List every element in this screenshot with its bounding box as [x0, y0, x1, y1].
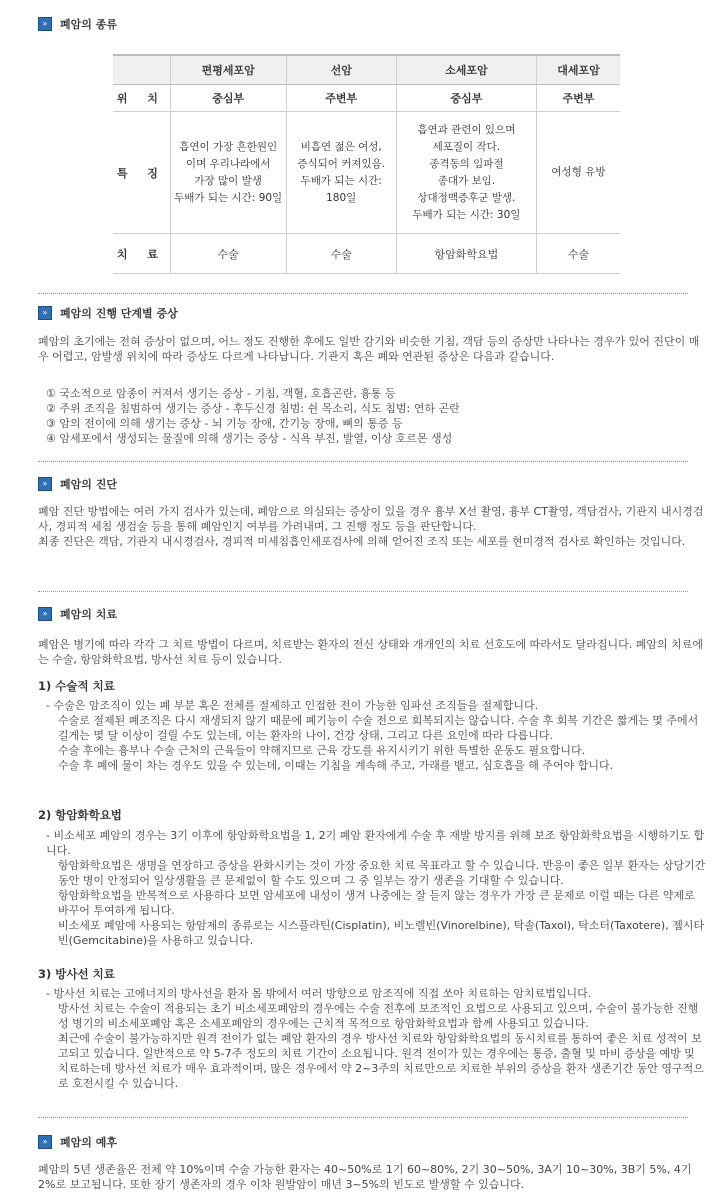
cell-line: 두배가 되는 시간:	[300, 174, 382, 187]
table-cell	[170, 112, 286, 234]
section-header-symptoms	[38, 305, 178, 321]
section-title: 폐암의 예후	[60, 1136, 117, 1149]
section-title: 폐암의 진단	[60, 478, 117, 491]
paragraph: 항암화학요법은 생명을 연장하고 증상을 완화시키는 것이 가장 중요한 치료 목표라고 할 수 있습니다. 반응이 좋은 일부 환자는 상당기간 동안 병이 안정되어 일상생활을 큰 문제없이 할 수도 있으며 그 중 일부는 장기 생존을 기대할 수 있습니다.	[58, 859, 706, 887]
table-cell: 주변부	[286, 85, 396, 112]
divider	[38, 461, 688, 462]
table-cell: 중심부	[170, 85, 286, 112]
table-cell: 주변부	[536, 85, 620, 112]
surgery-text	[46, 698, 708, 773]
treatment-intro	[38, 637, 708, 667]
section-header-diagnosis	[38, 476, 117, 492]
subsection-title-chemo: 2) 항암화학요법	[38, 808, 122, 822]
cell-line: 여성형 유방	[551, 166, 606, 178]
table-cell: 수술	[170, 234, 286, 274]
paragraph: 폐암은 병기에 따라 각각 그 치료 방법이 다르며, 치료받는 환자의 전신 상태와 개개인의 치료 선호도에 따라서도 달라집니다. 폐암의 치료에는 수술, 항암화학요법, 방사선 치료 등이 있습니다.	[38, 638, 703, 666]
cell-line: 흡연이 가장 흔한원인	[179, 140, 278, 153]
divider	[38, 591, 688, 592]
cell-line: 이며 우리나라에서	[185, 157, 271, 170]
section-header-prognosis	[38, 1134, 117, 1150]
table-cell: 수술	[536, 234, 620, 274]
chevron-right-icon: »	[38, 477, 52, 491]
paragraph: - 방사선 치료는 고에너지의 방사선을 환자 몸 밖에서 여러 방향으로 암조직에 직접 쏘아 치료하는 암치료법입니다.	[46, 987, 592, 1000]
table-cell: 항암화학요법	[396, 234, 536, 274]
paragraph: 수술 후에는 흉부나 수술 근처의 근육들이 약해지므로 근육 강도를 유지시키기 위한 특별한 운동도 필요합니다.	[58, 744, 586, 757]
table-header-adeno: 선암	[286, 55, 396, 85]
paragraph: 수술로 절제된 폐조직은 다시 재생되지 않기 때문에 폐기능이 수술 전으로 회복되지는 않습니다. 수술 후 회복 기간은 짧게는 몇 주에서 길게는 몇 달 이상이 걸릴 수도 있는데, 이는 환자의 나이, 건강 상태, 그리고 다른 요인에 따라 다릅니다.	[58, 714, 699, 742]
cell-line: 가장 많이 발생	[194, 174, 262, 187]
symptoms-list	[46, 386, 696, 446]
section-header-types	[38, 16, 117, 32]
chevron-right-icon: »	[38, 306, 52, 320]
paragraph: 폐암 진단 방법에는 여러 가지 검사가 있는데, 폐암으로 의심되는 증상이 있을 경우 흉부 X선 촬영, 흉부 CT촬영, 객담검사, 기관지 내시경검사, 경피적 세침 생검술 등을 통해 폐암인지 여부를 가려내며, 그 진행 정도 등을 판단합니다.	[38, 505, 704, 533]
paragraph: 폐암의 5년 생존율은 전체 약 10%이며 수술 가능한 환자는 40~50%로 1기 60~80%, 2기 30~50%, 3A기 10~30%, 3B기 5%, 4기 2%로 보고됩니다. 또한 장기 생존자의 경우 이차 원발암이 매년 3~5%의 빈도로 발생할 수 있습니다.	[38, 1163, 692, 1191]
section-header-treatment	[38, 606, 117, 622]
chevron-right-icon: »	[38, 607, 52, 621]
divider	[38, 1117, 688, 1118]
paragraph: 최근에 수술이 불가능하지만 원격 전이가 없는 폐암 환자의 경우 방사선 치료와 항암화학요법의 동시치료를 통하여 좋은 치료 성적이 보고되고 있습니다. 일반적으로 약 5-7주 정도의 치료 기간이 소요됩니다. 원격 전이가 있는 경우에는 통증, 출혈 및 마비 증상을 예방 및 치료하는데 방사선 치료가 매우 효과적이며, 많은 경우에서 약 2~3주의 치료만으로 치료한 부위의 증상을 환자 생존기간 동안 영구적으로 호전시킬 수 있습니다.	[58, 1032, 704, 1090]
paragraph: 폐암의 초기에는 전혀 증상이 없으며, 어느 정도 진행한 후에도 일반 감기와 비슷한 기침, 객담 등의 증상만 나타나는 경우가 있어 진단이 매우 어렵고, 암발생 위치에 따라 증상도 다르게 나타납니다. 기관지 혹은 폐와 연관된 증상은 다음과 같습니다.	[38, 335, 700, 363]
table-header-blank	[113, 55, 170, 85]
row-label: 치 료	[113, 234, 170, 274]
paragraph: - 수술은 암조직이 있는 폐 부분 혹은 전체를 절제하고 인접한 전이 가능한 임파선 조직들을 절제합니다.	[46, 699, 539, 712]
paragraph: 최종 진단은 객담, 기관지 내시경검사, 경피적 미세침흡인세포검사에 의해 얻어진 조직 또는 세포를 현미경적 검사로 확인하는 것입니다.	[38, 535, 686, 548]
paragraph: - 비소세포 폐암의 경우는 3기 이후에 항암화학요법을 1, 2기 폐암 환자에게 수술 후 재발 방지를 위해 보조 항암화학요법을 시행하기도 합니다.	[46, 829, 705, 857]
divider	[38, 293, 688, 294]
cell-line: 비흡연 젊은 여성,	[300, 140, 382, 153]
table-row-location	[113, 85, 620, 112]
cell-line: 흡연과 관련이 있으며	[417, 123, 516, 136]
subsection-title-surgery: 1) 수술적 치료	[38, 679, 115, 693]
list-item: ② 주위 조직을 침범하여 생기는 증상 - 후두신경 침범: 쉰 목소리, 식도 침범: 연하 곤란	[46, 402, 460, 415]
section-title: 폐암의 치료	[60, 608, 117, 621]
chemo-text	[46, 828, 708, 948]
row-label: 특 징	[113, 112, 170, 234]
paragraph: 수술 후 폐에 물이 차는 경우도 있을 수 있는데, 이때는 기침을 계속해 주고, 가래를 뱉고, 심호흡을 해 주어야 합니다.	[58, 759, 614, 772]
lung-cancer-types-table	[113, 54, 620, 274]
subsection-title-radiation: 3) 방사선 치료	[38, 967, 115, 981]
symptoms-intro	[38, 334, 708, 364]
prognosis-text	[38, 1162, 708, 1192]
radiation-text	[46, 986, 708, 1091]
cell-line: 증식되어 커져있음.	[297, 157, 386, 170]
table-cell	[396, 112, 536, 234]
table-header-squamous: 편평세포암	[170, 55, 286, 85]
table-row-features	[113, 112, 620, 234]
cell-line: 종격동의 임파절	[429, 157, 504, 170]
cell-line: 두배가 되는 시간: 30일	[412, 208, 521, 221]
table-cell: 수술	[286, 234, 396, 274]
table-cell	[286, 112, 396, 234]
cell-line: 세포질이 작다.	[432, 140, 501, 153]
diagnosis-text	[38, 504, 708, 549]
section-title: 폐암의 진행 단계별 증상	[60, 307, 178, 320]
paragraph: 항암화학요법을 반복적으로 사용하다 보면 암세포에 내성이 생겨 나중에는 잘 듣지 않는 경우가 가장 큰 문제로 이럴 때는 다른 약제로 바꾸어 투여하게 됩니다.	[58, 889, 695, 917]
paragraph: 방사선 치료는 수술이 적용되는 초기 비소세포폐암의 경우에는 수술 전후에 보조적인 요법으로 사용되고 있으며, 수술이 불가능한 진행성 병기의 비소세포폐암 혹은 소세포폐암의 경우에는 근치적 목적으로 항암화학요법과 함께 사용되고 있습니다.	[58, 1002, 699, 1030]
table-cell: 중심부	[396, 85, 536, 112]
row-label: 위 치	[113, 85, 170, 112]
section-title: 폐암의 종류	[60, 18, 117, 31]
cell-line: 두배가 되는 시간: 90일	[174, 191, 283, 204]
chevron-right-icon: »	[38, 1135, 52, 1149]
table-row-treatment	[113, 234, 620, 274]
table-header-large-cell: 대세포암	[536, 55, 620, 85]
list-item: ③ 암의 전이에 의해 생기는 증상 - 뇌 기능 장애, 간기능 장애, 뼈의 통증 등	[46, 417, 403, 430]
cell-line: 상대정맥증후군 발생.	[417, 191, 516, 204]
paragraph: 비소세포 폐암에 사용되는 항암제의 종류로는 시스플라틴(Cisplatin), 비노렐빈(Vinorelbine), 탁솔(Taxol), 탁소터(Taxotere), 젬시타빈(Gemcitabine)을 사용하고 있습니다.	[58, 919, 705, 947]
cell-line: 180일	[326, 191, 357, 204]
table-cell	[536, 112, 620, 234]
list-item: ① 국소적으로 암종이 커져서 생기는 증상 - 기침, 객혈, 호흡곤란, 흉통 등	[46, 387, 396, 400]
list-item: ④ 암세포에서 생성되는 물질에 의해 생기는 증상 - 식욕 부진, 발열, 이상 호르몬 생성	[46, 432, 453, 445]
table-header-small-cell: 소세포암	[396, 55, 536, 85]
chevron-right-icon: »	[38, 17, 52, 31]
cell-line: 종대가 보임.	[437, 174, 496, 187]
